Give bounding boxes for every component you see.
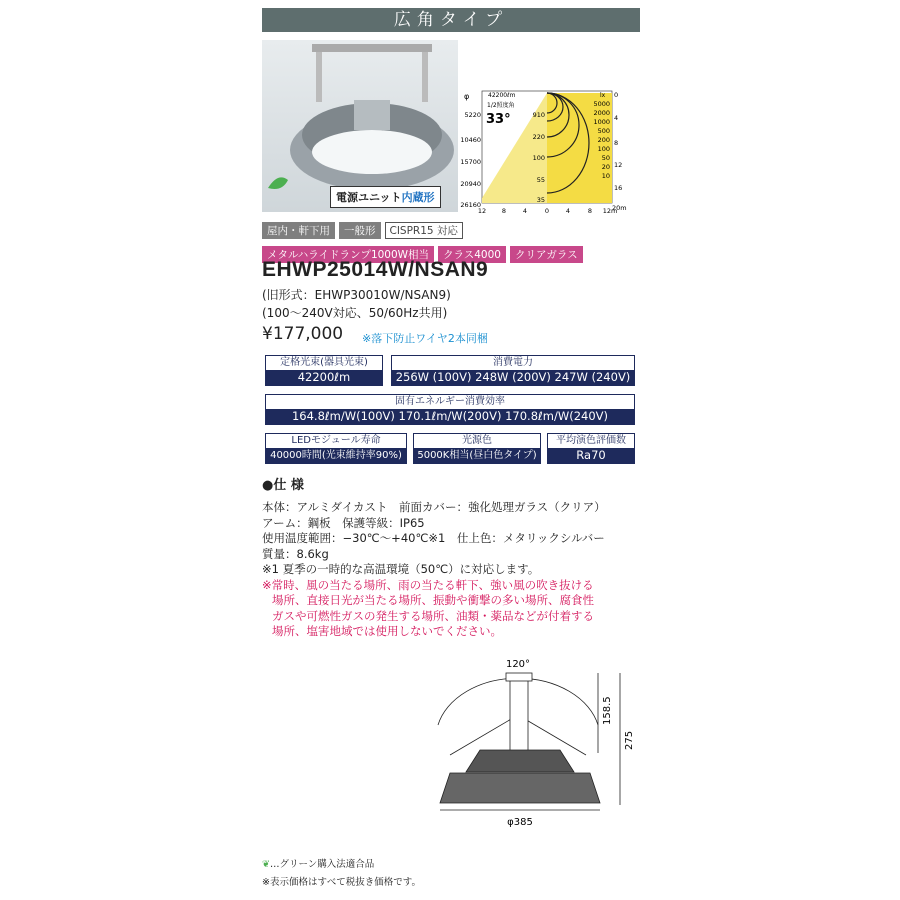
- svg-text:20m: 20m: [612, 204, 627, 212]
- price: ¥177,000: [262, 324, 344, 344]
- svg-text:42200ℓm: 42200ℓm: [488, 92, 516, 99]
- svg-text:lx: lx: [600, 92, 606, 99]
- svg-text:8: 8: [501, 207, 507, 215]
- spec-line: ※1 夏季の一時的な高温環境（50℃）に対応します。: [262, 562, 540, 576]
- svg-text:12m: 12m: [602, 207, 618, 215]
- tag-class: クラス4000: [438, 246, 506, 263]
- dimension-drawing: [420, 655, 640, 850]
- svg-text:φ385: φ385: [507, 817, 533, 828]
- warning-line: 場所、塩害地域では使用しないでください。: [272, 624, 502, 638]
- svg-text:5220: 5220: [464, 111, 481, 119]
- svg-text:55: 55: [536, 176, 545, 184]
- svg-text:0: 0: [544, 207, 550, 215]
- svg-text:50: 50: [601, 154, 610, 162]
- svg-text:1000: 1000: [593, 118, 610, 126]
- rated-flux-box: 定格光束(器具光束) 42200ℓm: [265, 355, 383, 386]
- tag-glass: クリアガラス: [510, 246, 583, 263]
- svg-text:5000: 5000: [593, 100, 610, 108]
- svg-text:910: 910: [532, 111, 545, 119]
- voltage-note: (100〜240V対応、50/60Hz共用): [262, 306, 448, 320]
- model-number: EHWP25014W/NSAN9: [262, 258, 489, 281]
- tag-general: 一般形: [339, 222, 381, 239]
- tag-indoor: 屋内・軒下用: [262, 222, 335, 239]
- svg-text:20: 20: [601, 163, 610, 171]
- svg-text:12: 12: [477, 207, 487, 215]
- power-box: 消費電力 256W (100V) 248W (200V) 247W (240V): [391, 355, 635, 386]
- life-box: LEDモジュール寿命 40000時間(光束維持率90%): [265, 433, 407, 464]
- svg-text:200: 200: [597, 136, 610, 144]
- tag-equivalent: メタルハライドランプ1000W相当: [262, 246, 434, 263]
- price-note: ※落下防止ワイヤ2本同梱: [362, 332, 488, 345]
- power-unit-badge: 電源ユニット内蔵形: [330, 186, 441, 208]
- tax-note: ※表示価格はすべて税抜き価格です。: [262, 877, 422, 888]
- svg-text:1/2照度角: 1/2照度角: [487, 102, 515, 109]
- svg-text:4: 4: [565, 207, 571, 215]
- svg-text:10460: 10460: [460, 136, 481, 144]
- svg-text:158.5: 158.5: [602, 696, 613, 725]
- svg-text:4: 4: [614, 114, 619, 122]
- tag-cispr: CISPR15 対応: [385, 222, 463, 239]
- svg-text:275: 275: [624, 730, 635, 750]
- warning-line: ※常時、風の当たる場所、雨の当たる軒下、強い風の吹き抜ける: [262, 577, 594, 592]
- svg-text:8: 8: [587, 207, 593, 215]
- svg-text:φ: φ: [464, 92, 470, 101]
- ra-box: 平均演色評価数 Ra70: [547, 433, 635, 464]
- section-header: 広角タイプ: [262, 8, 640, 32]
- svg-text:100: 100: [597, 145, 610, 153]
- light-color-box: 光源色 5000K相当(昼白色タイプ): [413, 433, 541, 464]
- efficiency-box: 固有エネルギー消費効率 164.8ℓm/W(100V) 170.1ℓm/W(200V) 170.8ℓm/W(240V): [265, 394, 635, 425]
- svg-text:500: 500: [597, 127, 610, 135]
- svg-text:120°: 120°: [505, 659, 531, 670]
- spec-line: 質量：8.6kg: [262, 546, 329, 561]
- svg-text:8: 8: [614, 139, 619, 147]
- spec-title: ●仕 様: [262, 478, 304, 493]
- leaf-icon: [268, 177, 288, 189]
- light-distribution-chart: [460, 85, 642, 217]
- svg-text:15700: 15700: [460, 158, 481, 166]
- usage-tags: [262, 219, 467, 239]
- warning-line: 場所、直接日光が当たる場所、振動や衝撃の多い場所、腐食性: [272, 593, 594, 607]
- svg-text:16: 16: [614, 184, 623, 192]
- svg-text:12: 12: [614, 161, 623, 169]
- svg-text:0: 0: [614, 91, 619, 99]
- old-model: (旧形式：EHWP30010W/NSAN9): [262, 288, 451, 302]
- spec-line: 本体：アルミダイカスト 前面カバー：強化処理ガラス（クリア）: [262, 500, 606, 514]
- svg-text:2000: 2000: [593, 109, 610, 117]
- svg-text:33°: 33°: [486, 112, 511, 127]
- svg-text:100: 100: [532, 154, 545, 162]
- spec-line: アーム：鋼板 保護等級：IP65: [262, 515, 425, 530]
- svg-text:10: 10: [601, 172, 610, 180]
- spec-list: [262, 500, 606, 640]
- warning-line: ガスや可燃性ガスの発生する場所、油類・薬品などが付着する: [272, 608, 594, 623]
- svg-text:4: 4: [522, 207, 528, 215]
- green-note: ❦…グリーン購入法適合品: [262, 859, 375, 870]
- svg-text:220: 220: [532, 133, 545, 141]
- spec-line: 使用温度範囲：−30℃〜+40℃※1 仕上色：メタリックシルバー: [262, 531, 605, 545]
- svg-text:20940: 20940: [460, 180, 481, 188]
- svg-text:35: 35: [536, 196, 545, 204]
- svg-text:26160: 26160: [460, 201, 481, 209]
- leaf-icon: ❦: [262, 859, 270, 870]
